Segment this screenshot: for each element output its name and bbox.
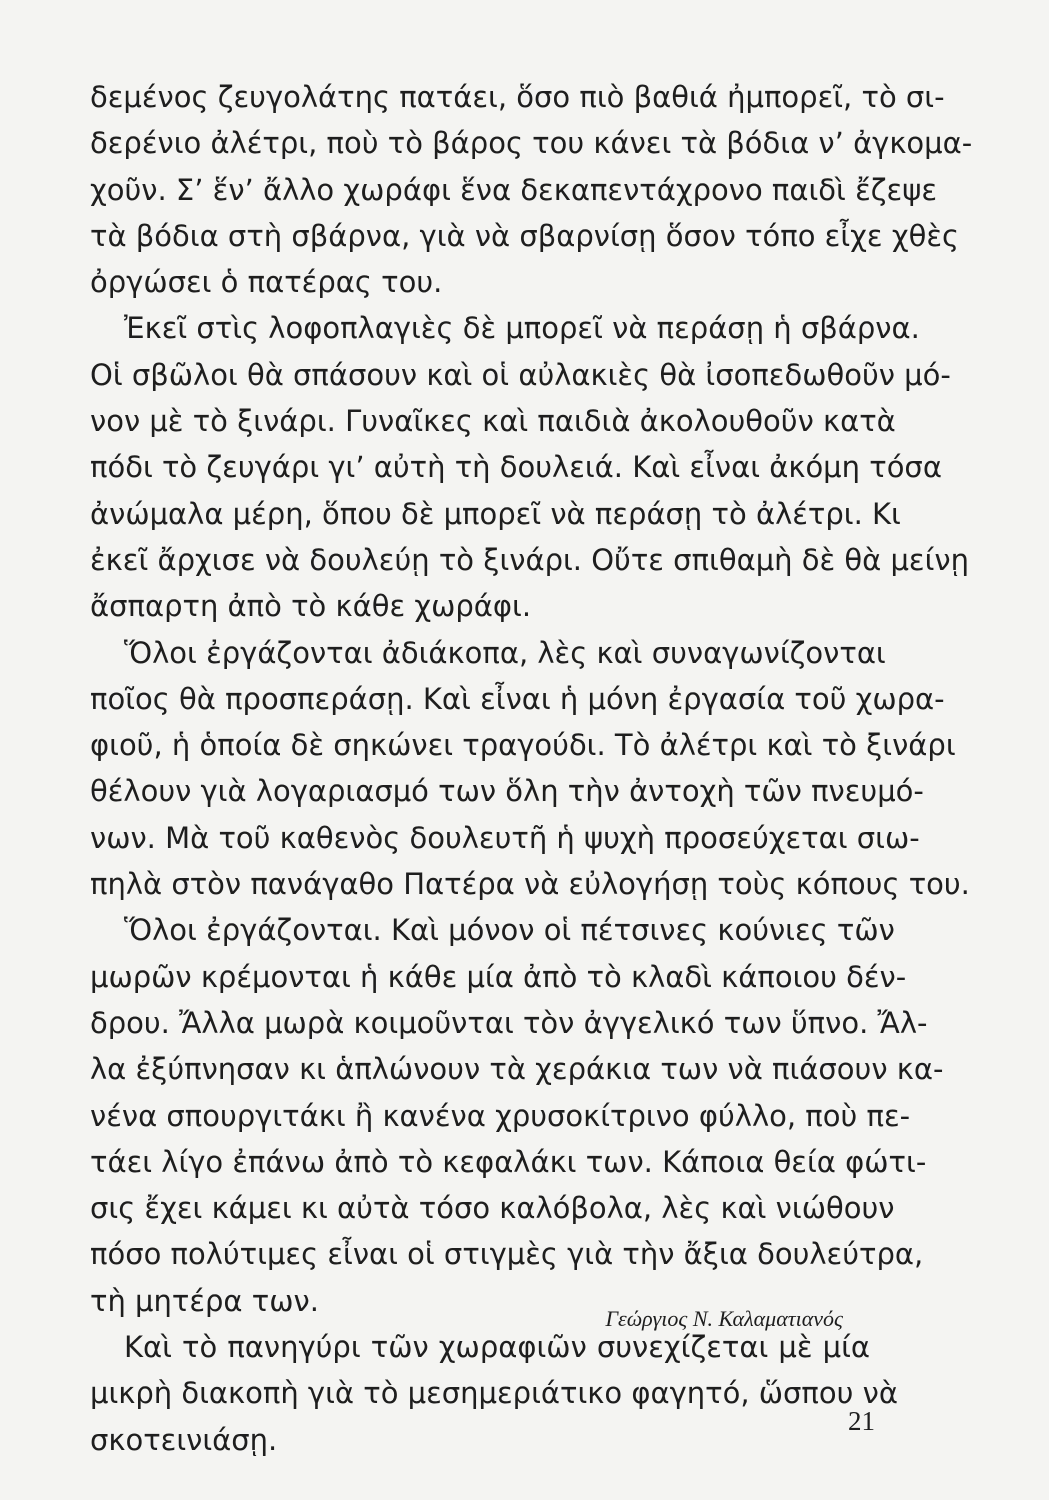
text-line: πηλὰ στὸν πανάγαθο Πατέρα νὰ εὐλογήσῃ τοὺς κόπους του. [90, 867, 970, 902]
text-line: μικρὴ διακοπὴ γιὰ τὸ μεσημεριάτικο φαγητό, ὥσπου νὰ [90, 1376, 898, 1411]
text-line: ἀνώμαλα μέρη, ὅπου δὲ μπορεῖ νὰ περάσῃ τὸ ἀλέτρι. Κι [90, 496, 901, 531]
text-line: πόσο πολύτιμες εἶναι οἱ στιγμὲς γιὰ τὴν ἄξια δουλεύτρα, [90, 1237, 924, 1272]
text-line: Καὶ τὸ πανηγύρι τῶν χωραφιῶν συνεχίζεται μὲ μία [124, 1330, 870, 1365]
text-line: λα ἐξύπνησαν κι ἁπλώνουν τὰ χεράκια των νὰ πιάσουν κα- [90, 1052, 944, 1087]
text-line: νον μὲ τὸ ξινάρι. Γυναῖκες καὶ παιδιὰ ἀκολουθοῦν κατὰ [90, 404, 896, 439]
text-line: δεμένος ζευγολάτης πατάει, ὅσο πιὸ βαθιά ἠμπορεῖ, τὸ σι- [90, 80, 945, 114]
text-line: σκοτεινιάσῃ. [90, 1422, 278, 1457]
text-line: τὴ μητέρα των. [90, 1283, 319, 1318]
text-line: ὀργώσει ὁ πατέρας του. [90, 265, 443, 300]
author-signature: Γεώργιος Ν. Καλαματιανός [605, 1306, 843, 1331]
text-line: ἄσπαρτη ἀπὸ τὸ κάθε χωράφι. [90, 589, 532, 624]
text-line: νένα σπουργιτάκι ἢ κανένα χρυσοκίτρινο φύλλο, ποὺ πε- [90, 1098, 911, 1133]
text-line: Οἱ σβῶλοι θὰ σπάσουν καὶ οἱ αὐλακιὲς θὰ ἰσοπεδωθοῦν μό- [90, 357, 951, 392]
text-line: φιοῦ, ἡ ὁποία δὲ σηκώνει τραγούδι. Τὸ ἀλέτρι καὶ τὸ ξινάρι [90, 728, 956, 763]
text-line: θέλουν γιὰ λογαριασμό των ὅλη τὴν ἀντοχὴ τῶν πνευμό- [90, 774, 924, 809]
text-line: χοῦν. Σ’ ἕν’ ἄλλο χωράφι ἕνα δεκαπεντάχρονο παιδὶ ἔζεψε [90, 172, 938, 207]
text-line: Ὅλοι ἐργάζονται ἀδιάκοπα, λὲς καὶ συναγωνίζονται [124, 635, 886, 670]
text-line: δρου. Ἄλλα μωρὰ κοιμοῦνται τὸν ἀγγελικό των ὕπνο. Ἄλ- [90, 1005, 928, 1040]
text-line: Ὅλοι ἐργάζονται. Καὶ μόνον οἱ πέτσινες κούνιες τῶν [124, 913, 895, 948]
text-line: τὰ βόδια στὴ σβάρνα, γιὰ νὰ σβαρνίσῃ ὅσον τόπο εἶχε χθὲς [90, 218, 960, 253]
text-line: πόδι τὸ ζευγάρι γι’ αὐτὴ τὴ δουλειά. Καὶ εἶναι ἀκόμη τόσα [90, 450, 942, 485]
text-line: ἐκεῖ ἄρχισε νὰ δουλεύῃ τὸ ξινάρι. Οὔτε σπιθαμὴ δὲ θὰ μείνῃ [90, 542, 969, 577]
page-number: 21 [848, 1406, 875, 1436]
text-line: νων. Μὰ τοῦ καθενὸς δουλευτῆ ἡ ψυχὴ προσεύχεται σιω- [90, 820, 920, 855]
text-line: δερένιο ἀλέτρι, ποὺ τὸ βάρος του κάνει τὰ βόδια ν’ ἀγκομα- [90, 126, 973, 161]
text-line: Ἐκεῖ στὶς λοφοπλαγιὲς δὲ μπορεῖ νὰ περάσῃ ἡ σβάρνα. [124, 311, 920, 346]
body-text [90, 74, 973, 1463]
text-line: τάει λίγο ἐπάνω ἀπὸ τὸ κεφαλάκι των. Κάποια θεία φώτι- [90, 1144, 927, 1179]
text-line: ποῖος θὰ προσπεράσῃ. Καὶ εἶναι ἡ μόνη ἐργασία τοῦ χωρα- [90, 681, 945, 716]
text-line: μωρῶν κρέμονται ἡ κάθε μία ἀπὸ τὸ κλαδὶ κάποιου δέν- [90, 959, 907, 994]
text-line: σις ἔχει κάμει κι αὐτὰ τόσο καλόβολα, λὲς καὶ νιώθουν [90, 1191, 895, 1226]
